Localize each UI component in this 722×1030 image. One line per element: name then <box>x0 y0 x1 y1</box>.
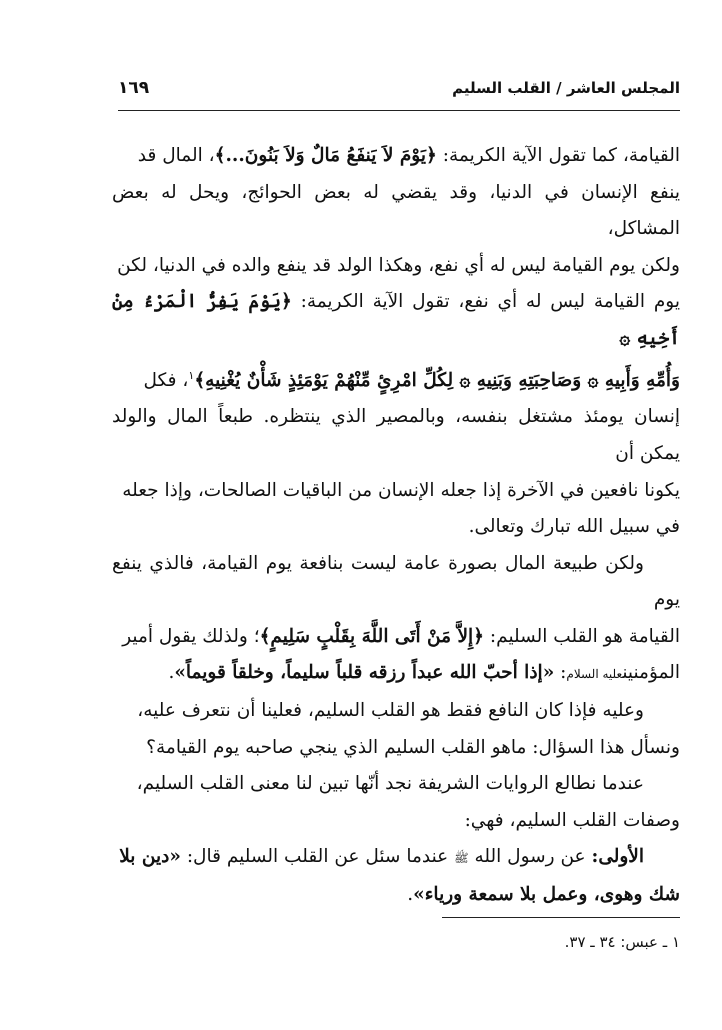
quran-quote: ﴿يَوْمَ لاَ يَنفَعُ مَالٌ وَلاَ بَنُونَ...﴾ <box>214 145 437 166</box>
text-run: ولكن طبيعة المال بصورة عامة ليست بنافعة يوم القيامة، فالذي ينفع يوم <box>112 552 680 611</box>
page-header <box>118 78 680 98</box>
quran-quote: ﴿إِلاَّ مَنْ أَتَى اللَّهَ بِقَلْبٍ سَلِيمٍ﴾ <box>259 625 485 647</box>
hadith-quote: «دين بلا <box>119 846 181 868</box>
text-run: يكونا نافعين في الآخرة إذا جعله الإنسان من الباقيات الصالحات، وإذا جعله <box>122 479 680 501</box>
text-run: ، المال قد <box>137 145 215 166</box>
footnote-divider <box>442 917 680 918</box>
honorific: ﷺ <box>454 851 469 866</box>
quran-quote: ﴿يَوْمَ يَفِرُّ الْمَرْءُ مِنْ أَخِيهِ ۞ <box>112 291 680 349</box>
paragraph <box>112 766 680 839</box>
text-run: القيامة، كما تقول الآية الكريمة: <box>436 145 680 166</box>
text-run: القيامة هو القلب السليم: <box>484 625 680 647</box>
text-run: ينفع الإنسان في الدنيا، وقد يقضي له بعض الحوائج، ويحل له بعض المشاكل، <box>112 181 680 240</box>
hadith-quote: «إذا أحبّ الله عبداً رزقه قلباً سليماً، وخلقاً قويماً» <box>174 662 555 684</box>
text-run: ولكن يوم القيامة ليس له أي نفع، وهكذا الولد قد ينفع والده في الدنيا، لكن <box>117 254 680 276</box>
honorific: عليه السلام <box>566 667 623 682</box>
hadith-quote: الأولى: <box>591 846 644 868</box>
running-header-title: المجلس العاشر / القلب السليم <box>452 79 680 97</box>
text-run: ونسأل هذا السؤال: ماهو القلب السليم الذي ينجي صاحبه يوم القيامة؟ <box>146 736 680 758</box>
quran-quote: وَأُمِّهِ وَأَبِيهِ ۞ وَصَاحِبَتِهِ وَبَنِيهِ ۞ لِكُلِّ امْرِئٍ مِّنْهُمْ يَوْمَئِذٍ شَأْنٌ يُغْنِيهِ﴾ <box>194 369 680 391</box>
text-run: وصفات القلب السليم، فهي: <box>464 809 680 831</box>
text-run: عندما نطالع الروايات الشريفة نجد أنّها تبين لنا معنى القلب السليم، <box>136 773 644 795</box>
text-run: وعليه فإذا كان النافع فقط هو القلب السليم، فعلينا أن نتعرف عليه، <box>137 700 644 722</box>
footnote-marker: ١ <box>188 368 195 382</box>
page-number: ١٦٩ <box>118 78 150 98</box>
paragraph <box>112 839 680 913</box>
footnote: ١ ـ عبس: ٣٤ ـ ٣٧. <box>564 933 680 951</box>
text-run: المؤمنين <box>622 662 680 684</box>
main-text <box>112 138 680 914</box>
text-run: عندما سئل عن القلب السليم قال: <box>180 846 455 868</box>
paragraph <box>112 693 680 766</box>
hadith-quote: شك وهوى، وعمل بلا سمعة ورياء» <box>413 884 680 906</box>
paragraph <box>112 546 680 693</box>
text-run: عن رسول الله <box>468 846 592 868</box>
text-run: يوم القيامة ليس له أي نفع، تقول الآية الكريمة: <box>291 291 680 313</box>
text-run: إنسان يومئذ مشتغل بنفسه، وبالمصير الذي ينتظره. طبعاً المال والولد يمكن أن <box>112 406 680 464</box>
text-run: . <box>168 662 175 684</box>
text-run: ؛ ولذلك يقول أمير <box>122 625 260 647</box>
text-run: في سبيل الله تبارك وتعالى. <box>468 516 680 538</box>
text-run: . <box>407 884 414 906</box>
header-divider <box>118 110 680 111</box>
text-run: ، فكل <box>143 369 189 391</box>
text-run: : <box>554 662 567 684</box>
paragraph <box>112 138 680 546</box>
